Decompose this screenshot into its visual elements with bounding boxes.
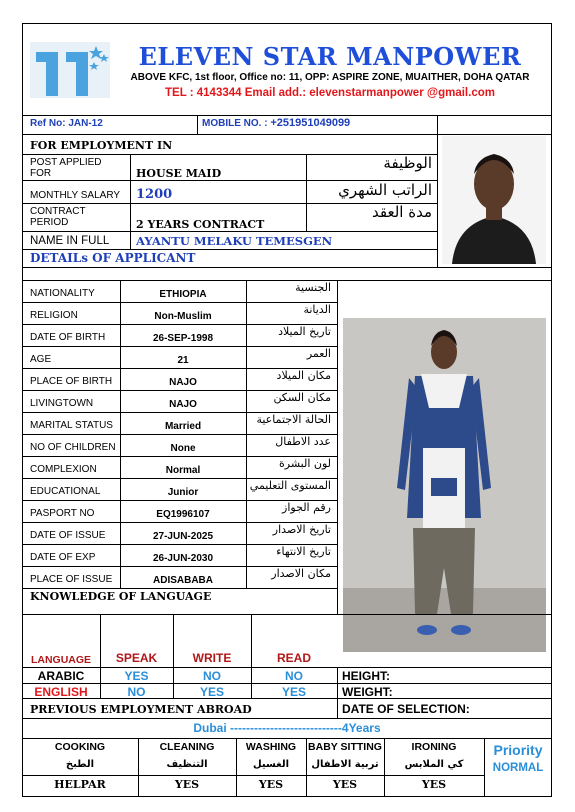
detail-value: ETHIOPIA: [159, 289, 207, 300]
skill-name: IRONING: [411, 741, 457, 753]
applicant-face-photo: [442, 136, 546, 264]
language-arabic: ARABIC: [37, 669, 85, 683]
detail-label: DATE OF ISSUE: [30, 530, 106, 541]
height-label: HEIGHT:: [342, 669, 390, 683]
detail-arabic: مكان الاصدار: [271, 567, 331, 580]
skill-value: HELPAR: [54, 778, 106, 791]
detail-value: 21: [177, 355, 189, 366]
weight-label: WEIGHT:: [342, 685, 393, 699]
english-speak: NO: [127, 685, 146, 699]
detail-label: PLACE OF BIRTH: [30, 376, 113, 387]
detail-value: Non-Muslim: [154, 311, 212, 322]
detail-arabic: عدد الاطفال: [275, 435, 331, 448]
detail-value: None: [170, 443, 196, 454]
details-heading: DETAILs OF APPLICANT: [30, 251, 196, 265]
detail-label: DATE OF BIRTH: [30, 332, 106, 343]
contract-arabic: مدة العقد: [372, 203, 432, 221]
details-table: [22, 280, 337, 588]
mobile-number: MOBILE NO. : +251951049099: [202, 117, 351, 129]
detail-arabic: الجنسية: [295, 281, 331, 294]
post-applied-label: POST APPLIED FOR: [30, 157, 102, 179]
priority-label: Priority: [493, 742, 543, 758]
company-logo: [30, 42, 110, 98]
applicant-full-photo: [343, 318, 546, 652]
skill-name: CLEANING: [159, 741, 215, 753]
skill-name-arabic: الغسيل: [252, 759, 289, 770]
salary-value: 1200: [136, 187, 173, 202]
detail-label: NO OF CHILDREN: [30, 442, 116, 453]
detail-arabic: الحالة الاجتماعية: [256, 413, 331, 426]
detail-label: PLACE OF ISSUE: [30, 574, 113, 585]
company-address: ABOVE KFC, 1st floor, Office no: 11, OPP: ASPIRE ZONE, MUAITHER, DOHA QATAR: [130, 72, 530, 83]
salary-arabic: الراتب الشهري: [338, 181, 432, 199]
company-name: ELEVEN STAR MANPOWER: [138, 42, 522, 71]
detail-value: Junior: [167, 487, 199, 498]
detail-value: EQ1996107: [156, 509, 210, 520]
post-applied-arabic: الوظيفة: [383, 154, 432, 172]
detail-label: AGE: [30, 354, 52, 365]
skill-name: COOKING: [54, 741, 106, 753]
read-col-header: READ: [276, 651, 311, 665]
detail-arabic: تاريخ الميلاد: [278, 325, 331, 338]
detail-value: Normal: [165, 465, 201, 476]
skill-value: YES: [421, 778, 447, 791]
arabic-read: NO: [285, 669, 303, 683]
rule: [22, 134, 552, 135]
detail-value: NAJO: [169, 377, 197, 388]
write-col-header: WRITE: [192, 651, 232, 665]
detail-arabic: لون البشرة: [279, 457, 331, 470]
skill-name: BABY SITTING: [308, 741, 382, 753]
language-english: ENGLISH: [34, 685, 88, 699]
detail-arabic: رقم الجواز: [282, 501, 331, 514]
detail-label: COMPLEXION: [30, 464, 97, 475]
detail-arabic: مكان الميلاد: [276, 369, 331, 382]
detail-arabic: العمر: [306, 347, 331, 360]
contract-value: 2 YEARS CONTRACT: [136, 218, 265, 231]
salary-label: MONTHLY SALARY: [30, 190, 121, 201]
skill-value: YES: [332, 778, 358, 791]
english-read: YES: [281, 685, 306, 699]
skill-name-arabic: التنظيف: [166, 759, 208, 770]
detail-value: NAJO: [169, 399, 197, 410]
previous-employment-heading: PREVIOUS EMPLOYMENT ABROAD: [30, 703, 252, 716]
rule: [22, 115, 552, 116]
arabic-speak: YES: [124, 669, 149, 683]
full-name-value: AYANTU MELAKU TEMESGEN: [136, 234, 333, 248]
detail-label: RELIGION: [30, 310, 78, 321]
skill-value: YES: [258, 778, 284, 791]
contract-label: CONTRACT PERIOD: [30, 206, 86, 228]
full-name-label: NAME IN FULL: [30, 235, 110, 247]
arabic-write: NO: [203, 669, 221, 683]
company-contact: TEL : 4143344 Email add.: elevenstarmanpower @gmail.com: [165, 87, 495, 99]
eleven-star-logo-icon: [30, 42, 110, 98]
detail-value: 27-JUN-2025: [152, 531, 214, 542]
post-applied-value: HOUSE MAID: [136, 167, 222, 180]
detail-label: MARITAL STATUS: [30, 420, 113, 431]
detail-arabic: الديانة: [303, 303, 331, 316]
detail-arabic: مكان السكن: [273, 391, 331, 404]
skill-name-arabic: تربية الاطفال: [311, 759, 379, 770]
detail-arabic: تاريخ الاصدار: [272, 523, 331, 536]
detail-label: NATIONALITY: [30, 288, 95, 299]
detail-arabic: المستوى التعليمي: [249, 479, 331, 492]
detail-value: 26-SEP-1998: [152, 333, 214, 344]
detail-label: DATE OF EXP: [30, 552, 96, 563]
language-heading: KNOWLEDGE OF LANGUAGE: [30, 590, 212, 603]
date-of-selection-label: DATE OF SELECTION:: [342, 702, 470, 716]
detail-value: Married: [164, 421, 202, 432]
skill-name: WASHING: [245, 741, 297, 753]
detail-value: 26-JUN-2030: [152, 553, 214, 564]
detail-label: LIVINGTOWN: [30, 398, 94, 409]
detail-value: ADISABABA: [153, 575, 213, 586]
skill-name-arabic: كي الملابس: [404, 759, 464, 770]
detail-label: PASPORT NO: [30, 508, 95, 519]
english-write: YES: [199, 685, 224, 699]
speak-col-header: SPEAK: [115, 651, 158, 665]
detail-arabic: تاريخ الانتهاء: [276, 545, 331, 558]
language-col-header: LANGUAGE: [30, 654, 92, 666]
detail-label: EDUCATIONAL: [30, 486, 101, 497]
skill-value: YES: [174, 778, 200, 791]
ref-number: Ref No: JAN-12: [30, 118, 103, 129]
skill-name-arabic: الطبخ: [65, 759, 95, 770]
employment-heading: FOR EMPLOYMENT IN: [30, 139, 173, 152]
previous-employment-entry: Dubai ----------------------------4Years: [193, 721, 381, 735]
priority-value: NORMAL: [492, 762, 544, 774]
